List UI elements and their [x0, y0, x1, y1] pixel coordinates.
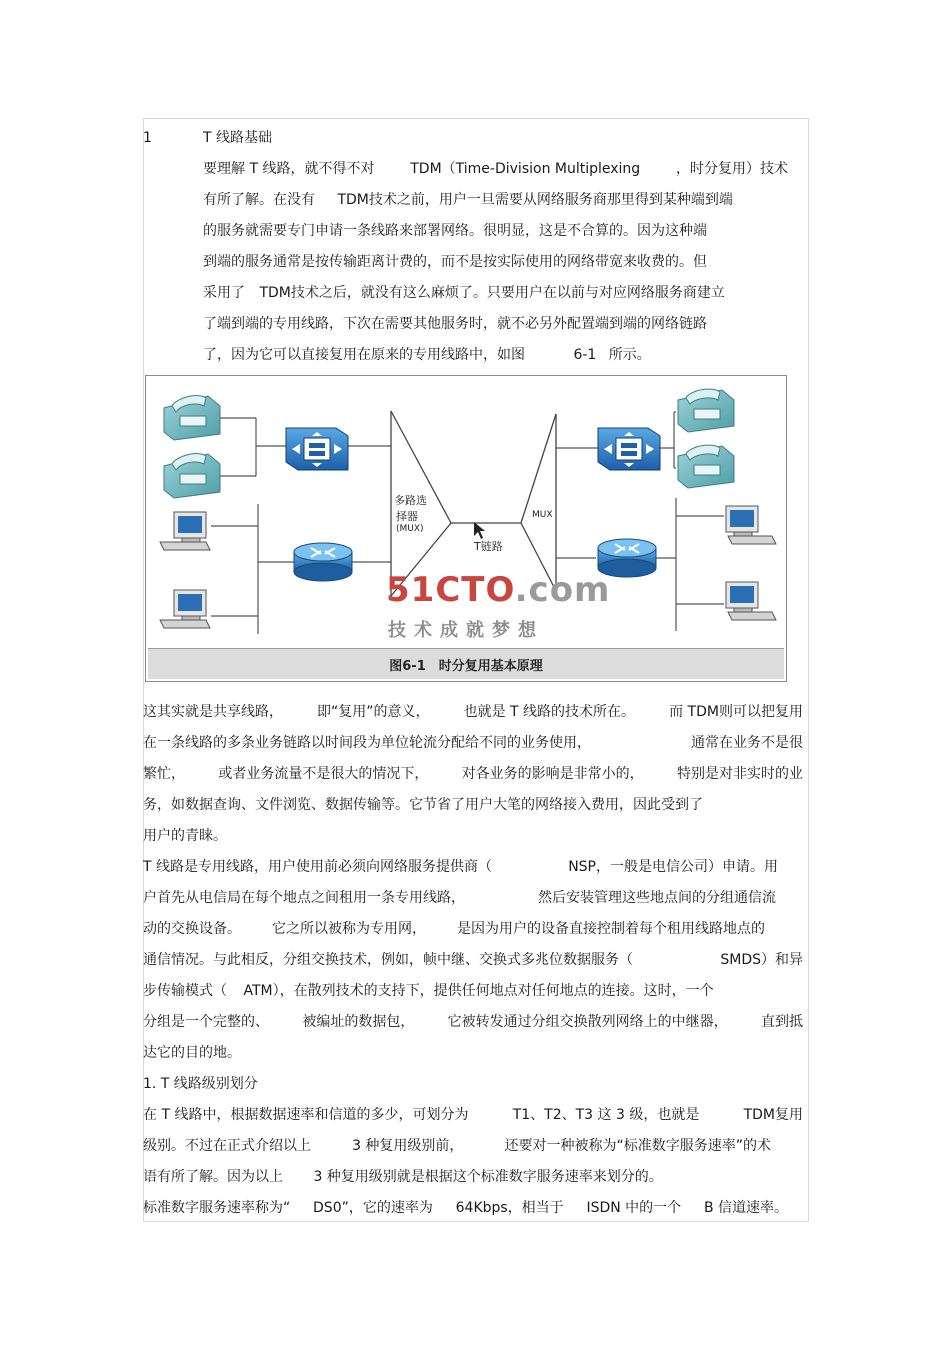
- text-run: 务，如数据查询、文件浏览、数据传输等。它节省了用户大笔的网络接入费用，因此受到了: [143, 797, 703, 813]
- text-run: SMDS）和异: [720, 952, 803, 968]
- text-run: 被编址的数据包，: [302, 1014, 415, 1030]
- text-run: B 信道速率。: [703, 1200, 788, 1216]
- computer-icon: [726, 582, 776, 620]
- intro-line: [203, 346, 651, 364]
- body-line: [143, 1137, 771, 1155]
- body-line: [143, 1013, 803, 1031]
- text-run: 动的交换设备。: [143, 921, 241, 937]
- mux-label-right: MUX: [532, 510, 553, 520]
- computer-icon: [160, 512, 210, 550]
- text-run: 用户的青睐。: [143, 828, 227, 844]
- tdm-diagram-figure: [145, 375, 787, 682]
- intro-line: [203, 160, 788, 178]
- text-run: 直到抵: [760, 1014, 803, 1030]
- figure-caption: 图6-1 时分复用基本原理: [148, 648, 784, 679]
- text-run: .com: [514, 570, 611, 610]
- text-run: 即“复用”的意义，: [317, 704, 430, 720]
- text-run: ATM），在散列技术的支持下，提供任何地点对任何地点的连接。这时，一个: [243, 983, 714, 999]
- text-run: 所示。: [608, 347, 651, 363]
- body-line: [143, 951, 803, 969]
- cursor-icon: [474, 522, 485, 539]
- text-run: 对各业务的影响是非常小的，: [461, 766, 644, 782]
- mux-label-line: (MUX): [396, 524, 424, 534]
- text-run: DS0”，它的速率为: [313, 1200, 433, 1216]
- text-run: 而 TDM则可以把复用: [669, 704, 803, 720]
- phone-icon: [678, 389, 734, 432]
- text-run: T1、T2、T3 这 3 级，也就是: [512, 1107, 700, 1123]
- text-run: T 线路是专用线路，用户使用前必须向网络服务提供商（: [143, 859, 493, 875]
- body-line: [143, 858, 778, 876]
- text-run: ，时分复用）技术: [676, 161, 788, 177]
- body-line: [143, 1044, 803, 1062]
- watermark-logo: [386, 570, 610, 610]
- text-run: 在 T 线路中，根据数据速率和信道的多少，可划分为: [143, 1107, 469, 1123]
- text-run: 3 种复用级别前，: [352, 1138, 464, 1154]
- subsection-title: [143, 1075, 803, 1093]
- text-run: 的服务就需要专门申请一条线路来部署网络。很明显，这是不合算的。因为这种端: [203, 223, 707, 239]
- phone-icon: [164, 396, 220, 440]
- text-run: ISDN 中的一个: [586, 1200, 682, 1216]
- body-line: [143, 920, 765, 938]
- text-run: 采用了: [203, 285, 245, 301]
- text-run: 户首先从电信局在每个地点之间租用一条专用线路，: [143, 890, 465, 906]
- body-line: [143, 982, 803, 1000]
- text-run: NSP，一般是电信公司）申请。用: [568, 859, 778, 875]
- text-run: 它被转发通过分组交换散列网络上的中继器，: [447, 1014, 728, 1030]
- text-run: TDM技术之后，就没有这么麻烦了。只要用户在以前与对应网络服务商建立: [259, 285, 725, 301]
- text-run: TDM技术之前，用户一旦需要从网络服务商那里得到某种端到端: [337, 192, 733, 208]
- body-line: [143, 889, 776, 907]
- text-run: 通信情况。与此相反，分组交换技术，例如，帧中继、交换式多兆位数据服务（: [143, 952, 633, 968]
- text-run: TDM（Time-Division Multiplexing: [410, 161, 641, 177]
- body-line: [143, 1199, 788, 1217]
- text-run: 分组是一个完整的、: [143, 1014, 269, 1030]
- text-run: 或者业务流量不是很大的情况下，: [218, 766, 429, 782]
- text-run: 语有所了解。因为以上: [143, 1169, 283, 1185]
- section-title: T 线路基础: [203, 130, 273, 146]
- text-run: 是因为用户的设备直接控制着每个租用线路地点的: [457, 921, 765, 937]
- mux-label-line: 多路选: [394, 494, 427, 507]
- mux-label-line: 择器: [396, 510, 418, 523]
- text-run: 了端到端的专用线路，下次在需要其他服务时，就不必另外配置端到端的网络链路: [203, 316, 707, 332]
- text-run: 64Kbps，相当于: [455, 1200, 564, 1216]
- text-run: 步传输模式（: [143, 983, 227, 999]
- router-icon: [294, 543, 352, 581]
- text-run: 它之所以被称为专用网，: [272, 921, 426, 937]
- body-line: [143, 796, 803, 814]
- text-run: 标准数字服务速率称为“: [143, 1200, 291, 1216]
- intro-line: [203, 191, 733, 209]
- text-run: 通常在业务不是很: [691, 735, 803, 751]
- body-line: [143, 734, 803, 752]
- text-run: 然后安装管理这些地点间的分组通信流: [538, 890, 776, 906]
- mux-device-icon: [598, 428, 660, 470]
- text-run: 有所了解。在没有: [203, 192, 315, 208]
- text-run: 也就是 T 线路的技术所在。: [463, 704, 636, 720]
- text-run: 这其实就是共享线路，: [143, 704, 283, 720]
- body-line: [143, 1168, 803, 1186]
- intro-line: [203, 253, 707, 271]
- body-line: [143, 765, 803, 783]
- text-run: 特别是对非实时的业: [676, 766, 803, 782]
- text-run: TDM复用: [743, 1107, 803, 1123]
- text-run: 到端的服务通常是按传输距离计费的，而不是按实际使用的网络带宽来收费的。但: [203, 254, 707, 270]
- text-run: 1. T 线路级别划分: [143, 1076, 258, 1092]
- text-run: 在一条线路的多条业务链路以时间段为单位轮流分配给不同的业务使用，: [143, 735, 591, 751]
- section-number: 1: [143, 130, 152, 146]
- text-run: 3 种复用级别就是根据这个标准数字服务速率来划分的。: [313, 1169, 663, 1185]
- text-run: 达它的目的地。: [143, 1045, 241, 1061]
- text-run: 繁忙，: [143, 766, 185, 782]
- body-line: [143, 703, 803, 721]
- body-line: [143, 1106, 803, 1124]
- text-run: 51CTO: [386, 570, 515, 610]
- intro-line: [203, 222, 707, 240]
- intro-line: [203, 315, 707, 333]
- watermark-slogan: 技术成就梦想: [388, 620, 544, 641]
- phone-icon: [678, 445, 734, 488]
- text-run: 了，因为它可以直接复用在原来的专用线路中，如图: [203, 347, 525, 363]
- text-run: 级别。不过在正式介绍以上: [143, 1138, 311, 1154]
- body-line: [143, 827, 803, 845]
- text-run: 要理解 T 线路，就不得不对: [203, 161, 375, 177]
- phone-icon: [164, 454, 220, 498]
- intro-line: [203, 284, 725, 302]
- mux-device-icon: [286, 428, 348, 470]
- computer-icon: [160, 590, 210, 628]
- t-link-label: T链路: [474, 540, 503, 553]
- text-run: 6-1: [573, 347, 597, 363]
- text-run: 还要对一种被称为“标准数字服务速率”的术: [504, 1138, 771, 1154]
- computer-icon: [726, 506, 776, 544]
